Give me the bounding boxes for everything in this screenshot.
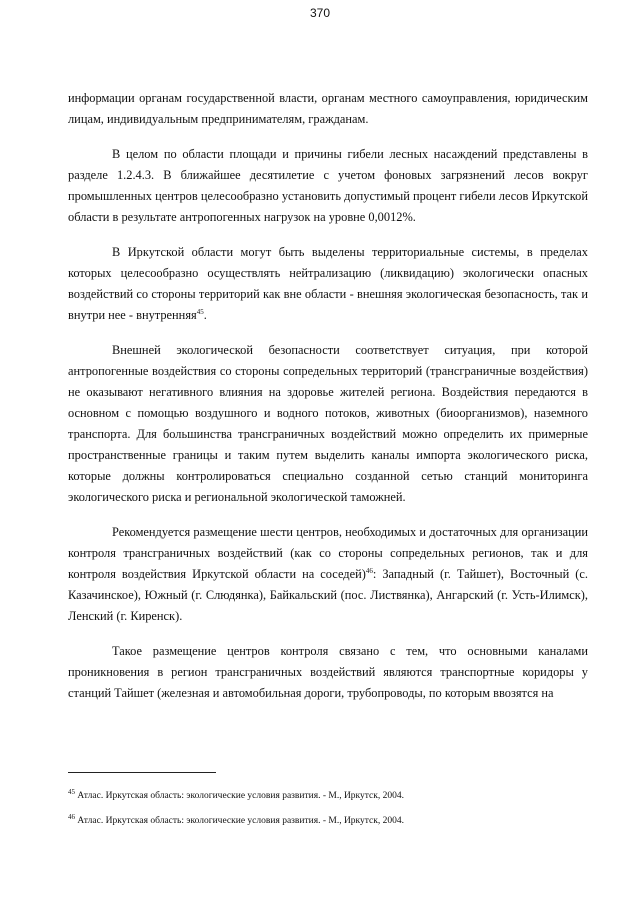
footnote-text: Атлас. Иркутская область: экологические условия развития. - М., Иркутск, 2004. (75, 791, 405, 801)
paragraph-6 (68, 641, 588, 704)
paragraph-3 (68, 242, 588, 326)
paragraph-text: В Иркутской области могут быть выделены территориальные системы, в пределах которых целесообразно осуществлять нейтрализацию (ликвидацию) экологически опасных воздействий со стороны территорий как вне области - внешняя экологическая безопасность, так и внутри нее - внутренняя (68, 245, 588, 322)
paragraph-4 (68, 340, 588, 508)
footnote-mark: 45 (68, 787, 75, 796)
footnote-divider (68, 772, 216, 773)
body-text (68, 88, 588, 718)
footnote-ref-45[interactable]: 45 (196, 307, 204, 316)
footnote-46 (68, 812, 588, 828)
footnotes (68, 787, 588, 840)
page-number: 370 (309, 6, 331, 20)
footnote-text: Атлас. Иркутская область: экологические условия развития. - М., Иркутск, 2004. (75, 816, 405, 826)
paragraph-2 (68, 144, 588, 228)
paragraph-text: Рекомендуется размещение шести центров, необходимых и достаточных для организации контроля трансграничных воздействий (как со стороны сопредельных регионов, так и для контроля воздействия Иркутской области на соседей) (68, 525, 588, 581)
footnote-ref-46[interactable]: 46 (365, 566, 373, 575)
footnote-mark: 46 (68, 812, 75, 821)
paragraph-text: В целом по области площади и причины гибели лесных насаждений представлены в разделе 1.2.4.3. В ближайшее десятилетие с учетом фоновых загрязнений лесов вокруг промышленных центров целесообразно установить допустимый процент гибели лесов Иркутской области в результате антропогенных нагрузок на уровне 0,0012%. (68, 147, 588, 224)
paragraph-text-tail: . (203, 308, 207, 322)
paragraph-1 (68, 88, 588, 130)
paragraph-text: информации органам государственной власти, органам местного самоуправления, юридическим лицам, индивидуальным предпринимателям, гражданам. (68, 91, 588, 126)
footnote-45 (68, 787, 588, 803)
paragraph-text-tail: : Западный (г. Тайшет), Восточный (с. Казачинское), Южный (г. Слюдянка), Байкальский (пос. Листвянка), Ангарский (г. Усть-Илимск), Ленский (г. Киренск). (68, 567, 588, 623)
paragraph-5 (68, 522, 588, 627)
paragraph-text: Внешней экологической безопасности соответствует ситуация, при которой антропогенные воздействия со стороны сопредельных территорий (трансграничные воздействия) не оказывают негативного влияния на здоровье жителей региона. Воздействия передаются в основном с помощью воздушного и водного потоков, животных (биоорганизмов), наземного транспорта. Для большинства трансграничных воздействий можно определить их примерные пространственные границы и таким путем выделить каналы импорта экологического риска, которые должны контролироваться специально созданной сетью станций мониторинга экологического риска и региональной экологической таможней. (68, 343, 588, 504)
paragraph-text: Такое размещение центров контроля связано с тем, что основными каналами проникновения в регион трансграничных воздействий являются транспортные коридоры у станций Тайшет (железная и автомобильная дороги, трубопроводы, по которым ввозятся на (68, 644, 588, 700)
